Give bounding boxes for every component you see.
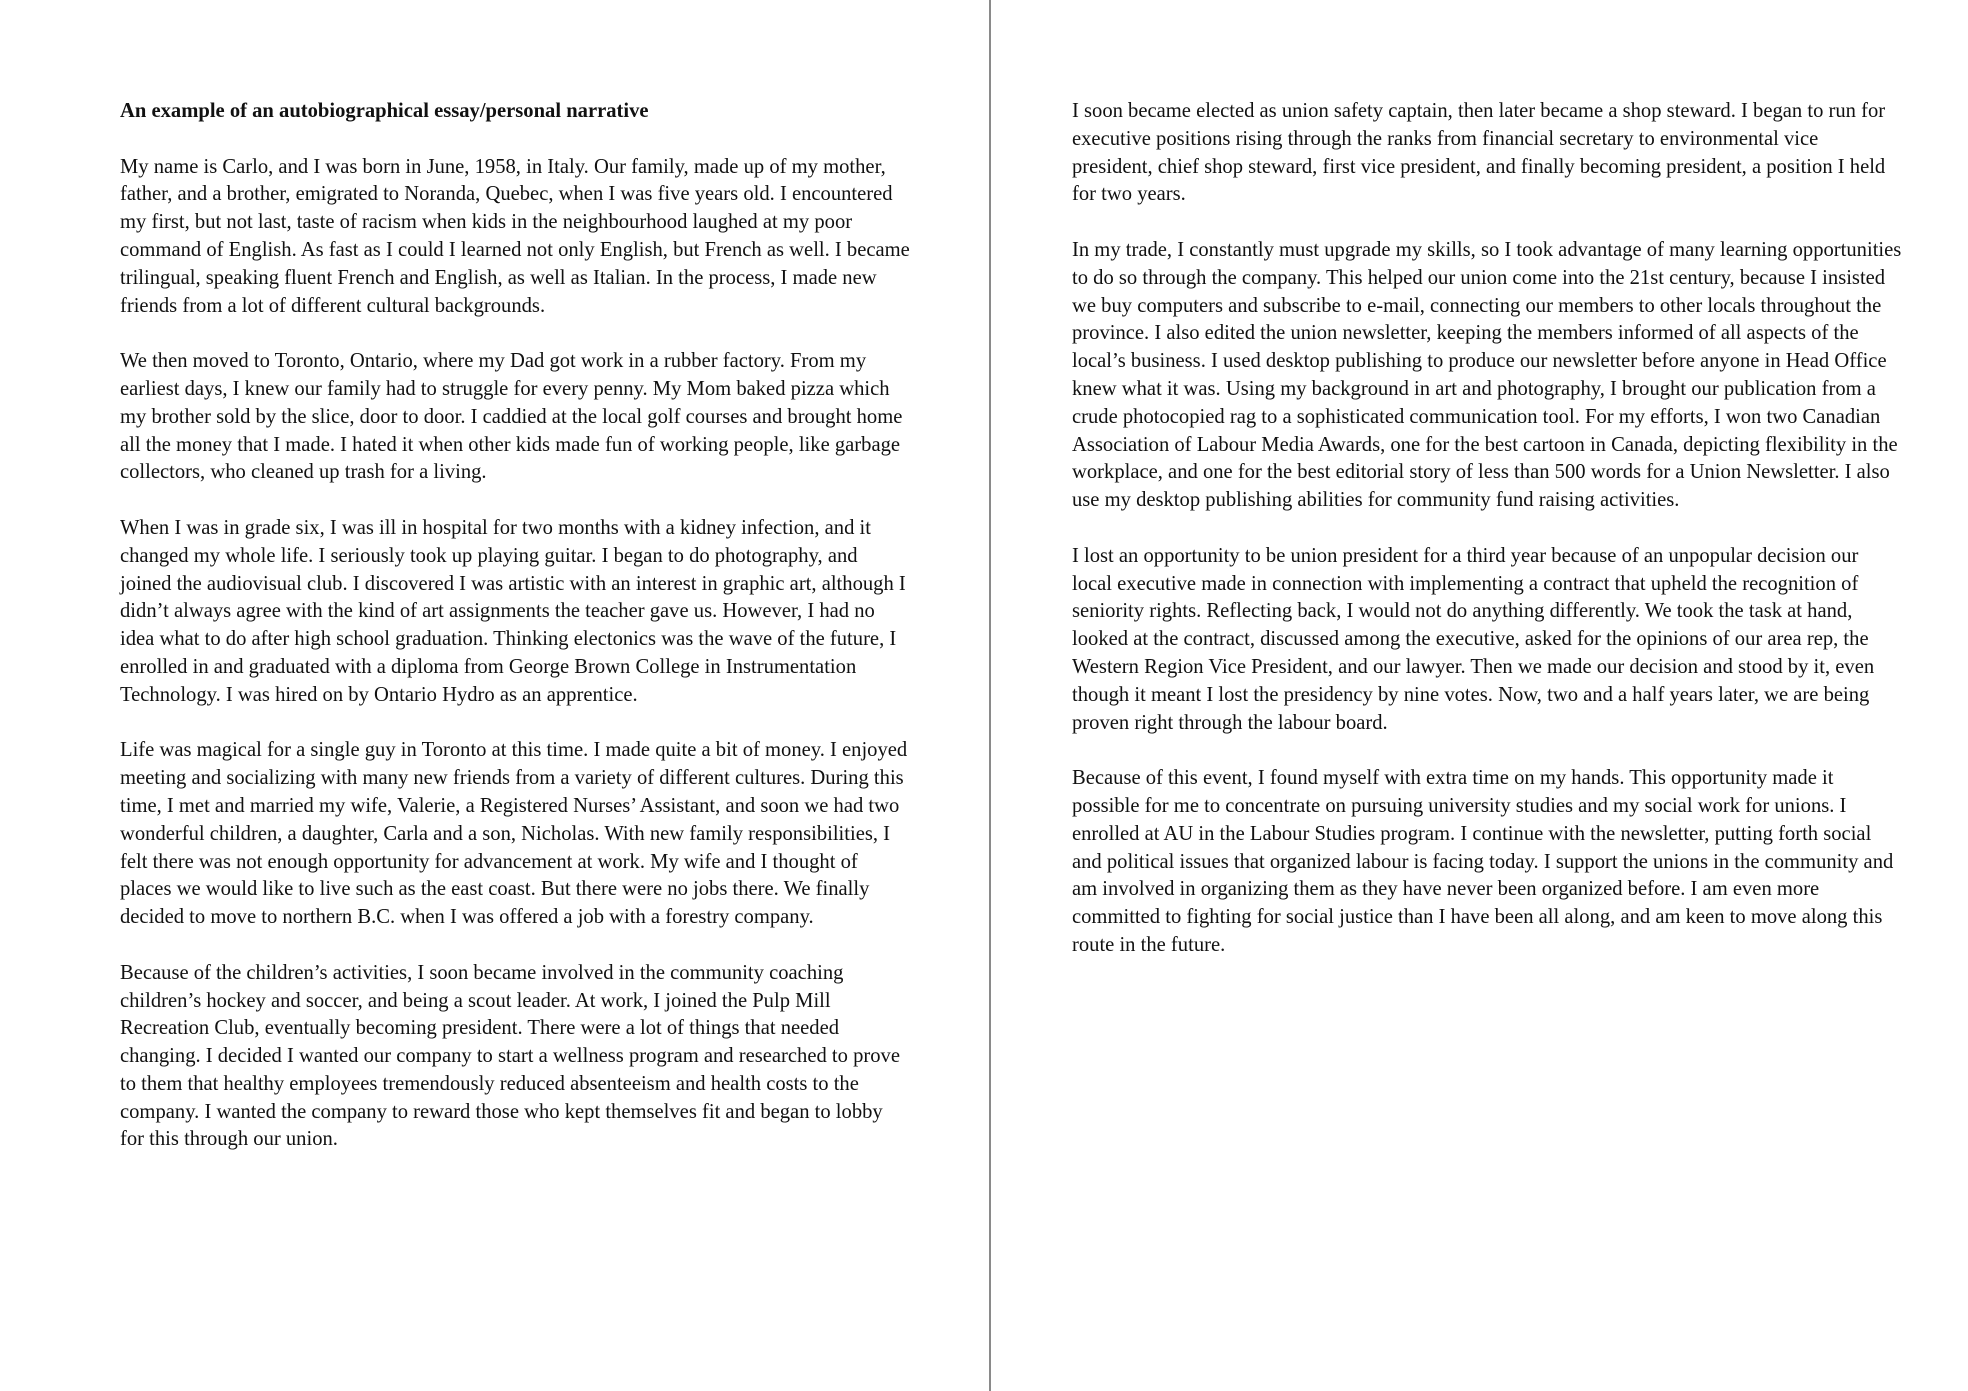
left-page-text-column (120, 98, 910, 1182)
essay-title: An example of an autobiographical essay/personal narrative (120, 100, 649, 122)
right-paragraph-1: I soon became elected as union safety captain, then later became a shop steward. I began to run for executive positions rising through the ranks from financial secretary to environmental vice president, chief shop steward, first vice president, and finally becoming president, a position I held for two years. (1072, 100, 1886, 206)
page-divider (989, 0, 991, 1391)
left-paragraph-2: We then moved to Toronto, Ontario, where my Dad got work in a rubber factory. From my earliest days, I knew our family had to struggle for every penny. My Mom baked pizza which my brother sold by the slice, door to door. I caddied at the local golf courses and brought home all the money that I made. I hated it when other kids made fun of working people, like garbage collectors, who cleaned up trash for a living. (120, 350, 903, 484)
right-page-text-column (1072, 98, 1902, 988)
right-paragraph-3: I lost an opportunity to be union president for a third year because of an unpopular decision our local executive made in connection with implementing a contract that upheld the recognition of seniority rights. Reflecting back, I would not do anything differently. We took the task at hand, looked at the contract, discussed among the executive, asked for the opinions of our area rep, the Western Region Vice President, and our lawyer. Then we made our decision and stood by it, even though it meant I lost the presidency by nine votes. Now, two and a half years later, we are being proven right through the labour board. (1072, 544, 1875, 734)
right-paragraph-4: Because of this event, I found myself with extra time on my hands. This opportunity made it possible for me to concentrate on pursuing university studies and my social work for unions. I enrolled at AU in the Labour Studies program. I continue with the newsletter, putting forth social and political issues that organized labour is facing today. I support the unions in the community and am involved in organizing them as they have never been organized before. I am even more committed to fighting for social justice than I have been all along, and am keen to move along this route in the future. (1072, 767, 1894, 956)
right-page (992, 0, 1968, 1391)
left-paragraph-1: My name is Carlo, and I was born in June, 1958, in Italy. Our family, made up of my mother, father, and a brother, emigrated to Noranda, Quebec, when I was five years old. I encountered my first, but not last, taste of racism when kids in the neighbourhood laughed at my poor command of English. As fast as I could I learned not only English, but French as well. I became trilingual, speaking fluent French and English, as well as Italian. In the process, I made new friends from a lot of different cultural backgrounds. (120, 155, 910, 317)
left-paragraph-5: Because of the children’s activities, I soon became involved in the community coaching children’s hockey and soccer, and being a scout leader. At work, I joined the Pulp Mill Recreation Club, eventually becoming president. There were a lot of things that needed changing. I decided I wanted our company to start a wellness program and researched to prove to them that healthy employees tremendously reduced absenteeism and health costs to the company. I wanted the company to reward those who kept themselves fit and began to lobby for this through our union. (120, 961, 900, 1151)
left-paragraph-4: Life was magical for a single guy in Toronto at this time. I made quite a bit of money. I enjoyed meeting and socializing with many new friends from a variety of different cultures. During this time, I met and married my wife, Valerie, a Registered Nurses’ Assistant, and soon we had two wonderful children, a daughter, Carla and a son, Nicholas. With new family responsibilities, I felt there was not enough opportunity for advancement at work. My wife and I thought of places we would like to live such as the east coast. But there were no jobs there. We finally decided to move to northern B.C. when I was offered a job with a forestry company. (120, 739, 908, 929)
left-paragraph-3: When I was in grade six, I was ill in hospital for two months with a kidney infection, and it changed my whole life. I seriously took up playing guitar. I began to do photography, and joined the audiovisual club. I discovered I was artistic with an interest in graphic art, although I didn’t always agree with the kind of art assignments the teacher gave us. However, I had no idea what to do after high school graduation. Thinking electonics was the wave of the future, I enrolled in and graduated with a diploma from George Brown College in Instrumentation Technology. I was hired on by Ontario Hydro as an apprentice. (120, 516, 906, 706)
right-paragraph-2: In my trade, I constantly must upgrade my skills, so I took advantage of many learning opportunities to do so through the company. This helped our union come into the 21st century, because I insisted we buy computers and subscribe to e-mail, connecting our members to other locals throughout the province. I also edited the union newsletter, keeping the members informed of all aspects of the local’s business. I used desktop publishing to produce our newsletter before anyone in Head Office knew what it was. Using my background in art and photography, I brought our publication from a crude photocopied rag to a sophisticated communication tool. For my efforts, I won two Canadian Association of Labour Media Awards, one for the best cartoon in Canada, depicting flexibility in the workplace, and one for the best editorial story of less than 500 words for a Union Newsletter. I also use my desktop publishing abilities for community fund raising activities. (1072, 238, 1902, 512)
